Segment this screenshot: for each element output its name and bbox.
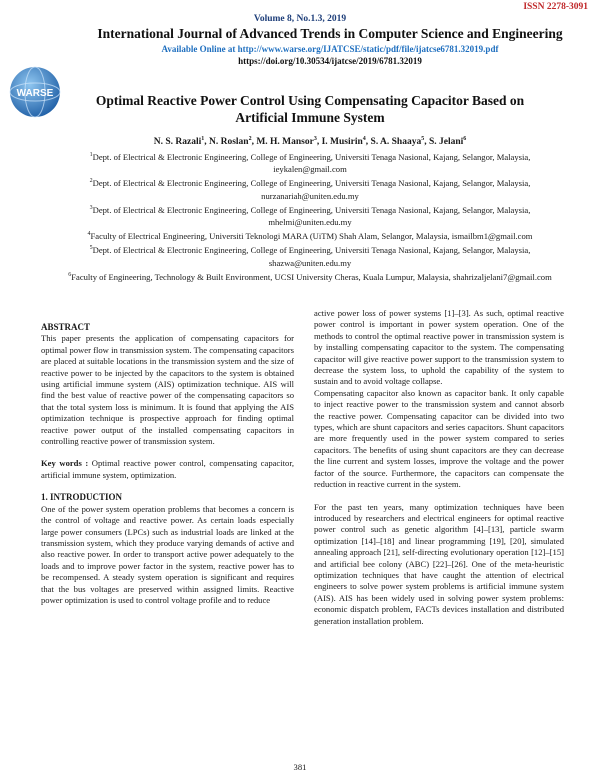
affiliation-text: Faculty of Electrical Engineering, Universiti Teknologi MARA (UiTM) Shah Alam, Selangor, Malaysia, ismailbm1@gmail.com xyxy=(90,231,533,242)
author-name: I. Musirin xyxy=(321,137,363,147)
abstract-heading: ABSTRACT xyxy=(41,322,91,332)
affiliation-item xyxy=(55,244,565,268)
keywords-text: Optimal reactive power control, compensating capacitor, artificial immune system, optimization. xyxy=(41,458,294,480)
author-separator: , xyxy=(365,137,371,147)
author-superscript: 3 xyxy=(313,135,317,142)
paper-title xyxy=(60,92,560,126)
author-superscript: 5 xyxy=(421,135,425,142)
right-column xyxy=(314,308,564,627)
keywords xyxy=(41,458,294,481)
paper-title-line-1: Optimal Reactive Power Control Using Compensating Capacitor Based on xyxy=(95,93,525,108)
author-separator: , xyxy=(316,137,322,147)
affiliation-text: Dept. of Electrical & Electronic Engineering, College of Engineering, Universiti Tenaga Nasional, Kajang, Selangor, Malaysia, shazwa@uniten.edu.my xyxy=(92,245,531,268)
affiliation-text: Dept. of Electrical & Electronic Engineering, College of Engineering, Universiti Tenaga Nasional, Kajang, Selangor, Malaysia, ieykalen@gmail.com xyxy=(92,152,531,175)
affiliation-item xyxy=(55,151,565,175)
available-online-link[interactable]: Available Online at http://www.warse.org/IJATCSE/static/pdf/file/ijatcse6781.32019.pdf xyxy=(161,44,499,54)
doi-link[interactable]: https://doi.org/10.30534/ijatcse/2019/6781.32019 xyxy=(238,56,422,66)
author-separator: , xyxy=(204,137,209,147)
warse-logo xyxy=(6,64,64,120)
author-separator: , xyxy=(251,137,257,147)
affiliation-superscript: 4 xyxy=(87,231,91,238)
author-name: S. A. Shaaya xyxy=(370,137,422,147)
affiliation-superscript: 2 xyxy=(89,178,93,185)
logo-text: WARSE xyxy=(16,88,54,99)
issn-label: ISSN 2278-3091 xyxy=(523,2,588,12)
author-superscript: 4 xyxy=(362,135,366,142)
author-name: S. Jelani xyxy=(428,137,464,147)
right-paragraph-3: For the past ten years, many optimization techniques have been introduced by researchers and electrical engineers for optimal reactive power control such as genetic algorithm [4]–[13], particle swarm optimization [14]–[18] and linear programming [19], [20], simulated annealing approach [21], self-directing evolutionary operation [12]–[15] and artificial bee colony (ABC) [22]–[26]. One of the meta-heuristic optimization techniques that have caught the attention of electrical engineers to solve power system problems is artificial immune system (AIS). AIS has been widely used in solving power system problems: economic dispatch problem, FACTs devices installation and distributed generation installation problem. xyxy=(314,501,564,626)
author-name: N. Roslan xyxy=(208,137,249,147)
affiliation-item xyxy=(55,204,565,228)
author-name: N. S. Razali xyxy=(153,137,202,147)
affiliation-superscript: 6 xyxy=(68,271,72,278)
author-separator: , xyxy=(424,137,429,147)
left-column xyxy=(41,322,294,606)
affiliation-superscript: 1 xyxy=(89,152,93,159)
author-superscript: 1 xyxy=(201,135,205,142)
affiliation-item xyxy=(55,230,565,242)
abstract-text: This paper presents the application of compensating capacitors for optimal power flow in transmission system. The compensating capacitors are placed at suitable locations in the transmission system and the size of reactive power to be injected by the capacitors to the system is obtained using artificial immune system (AIS) optimization technique. AIS will find the best value of reactive power of the compensating capacitors so that the total system loss is minimum. It is found that applying the AIS optimization technique is prospective approach for finding optimal reactive power output of the installed compensating capacitors in controlling reactive power of transmission system. xyxy=(41,333,294,447)
affiliation-list xyxy=(55,151,565,285)
author-superscript: 6 xyxy=(463,135,467,142)
introduction-paragraph-1: One of the power system operation problems that becomes a concern is the control of voltage and reactive power. As certain loads especially large power consumers (LPCs) such as industrial loads are linked at the transmission system, which they produce varying demands of active and also reactive power. In order to transport active power adequately to the loads and to improve power factor in the system, reactive power has to be recompensed. A steady system operation is significant and requires that the bus voltages are preserved within assigned limits. Reactive power optimization is used to control voltage profile and to reduce xyxy=(41,503,294,605)
right-paragraph-1: active power loss of power systems [1]–[3]. As such, optimal reactive power control is important in power system operation. One of the methods to control the optimal reactive power in transmission system is by installing compensating capacitor to the system. The compensating capacitor will give reactive power support to the transmission system to decrease the system loss, to uphold the capability of the system to sustain and to avoid voltage collapse. xyxy=(314,308,564,387)
author-name: M. H. Mansor xyxy=(256,137,314,147)
affiliation-item xyxy=(55,271,565,283)
keywords-label: Key words : xyxy=(41,458,89,469)
journal-title: International Journal of Advanced Trends in Computer Science and Engineering xyxy=(97,26,563,41)
author-list xyxy=(60,137,560,147)
paper-title-line-2: Artificial Immune System xyxy=(235,110,385,125)
author-superscript: 2 xyxy=(248,135,252,142)
affiliation-item xyxy=(55,177,565,201)
affiliation-text: Dept. of Electrical & Electronic Engineering, College of Engineering, Universiti Tenaga Nasional, Kajang, Selangor, Malaysia, mhelmi@uniten.edu.my xyxy=(92,204,531,228)
affiliation-text: Dept. of Electrical & Electronic Engineering, College of Engineering, Universiti Tenaga Nasional, Kajang, Selangor, Malaysia, nurzanariah@uniten.edu.my xyxy=(92,178,531,201)
affiliation-superscript: 3 xyxy=(89,204,93,211)
introduction-heading: 1. INTRODUCTION xyxy=(41,492,123,503)
affiliation-text: Faculty of Engineering, Technology & Built Environment, UCSI University Cheras, Kuala Lumpur, Malaysia, shahrizaljelani7@gmail.com xyxy=(71,271,552,282)
page-number: 381 xyxy=(293,762,307,772)
volume-label: Volume 8, No.1.3, 2019 xyxy=(253,14,347,24)
affiliation-superscript: 5 xyxy=(89,245,93,252)
right-paragraph-2: Compensating capacitor also known as capacitor bank. It only capable to inject reactive power to the transmission system and cannot absorb the reactive power. Compensating capacitor can be divided into two types, which are shunt capacitors and series capacitors. Shunt capacitors are more frequently used in the power system compared to series capacitors. The benefits of using shunt capacitors are they can decrease the line current and system losses, improve the voltage and the power factor of the source. Furthermore, the capacitors can compensate the reduction in reactive current in the system. xyxy=(314,387,564,490)
